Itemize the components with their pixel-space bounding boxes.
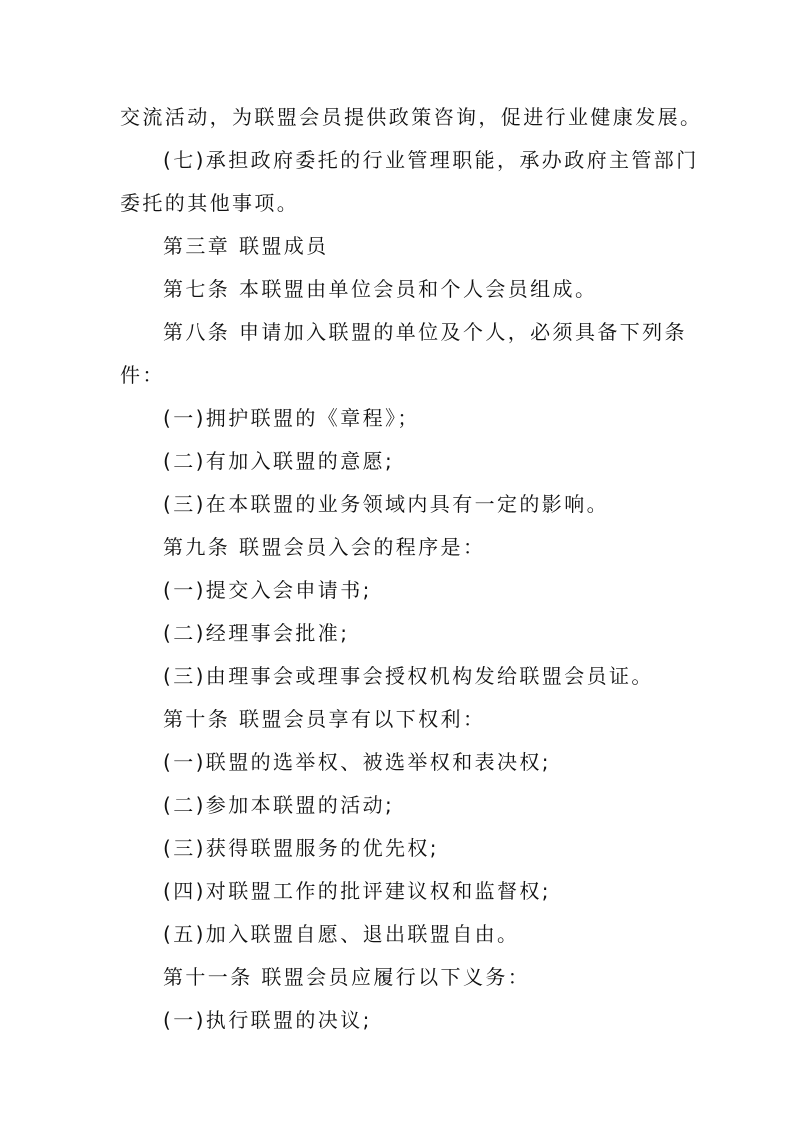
list-item: (三)在本联盟的业务领域内具有一定的影响。 [163,492,610,516]
list-item: (一)执行联盟的决议; [163,1008,372,1032]
list-item: (一)联盟的选举权、被选举权和表决权; [163,750,551,774]
text-line: 委托的其他事项。 [120,191,300,215]
list-item: (三)获得联盟服务的优先权; [163,836,439,860]
list-item: (二)经理事会批准; [163,621,350,645]
text-line: (七)承担政府委托的行业管理职能，承办政府主管部门 [163,148,699,172]
list-item: (二)参加本联盟的活动; [163,793,395,817]
article-heading: 第十一条 联盟会员应履行以下义务： [163,965,531,989]
list-item: (四)对联盟工作的批评建议权和监督权; [163,879,551,903]
article-heading: 第九条 联盟会员入会的程序是： [163,535,486,559]
list-item: (五)加入联盟自愿、退出联盟自由。 [163,922,520,946]
text-line: 件： [120,363,165,387]
list-item: (二)有加入联盟的意愿; [163,449,395,473]
list-item: (三)由理事会或理事会授权机构发给联盟会员证。 [163,664,654,688]
text-line: 交流活动，为联盟会员提供政策咨询，促进行业健康发展。 [120,105,703,129]
list-item: (一)提交入会申请书; [163,578,372,602]
article-heading: 第八条 申请加入联盟的单位及个人，必须具备下列条 [163,320,687,344]
article-heading: 第十条 联盟会员享有以下权利： [163,707,486,731]
chapter-heading: 第三章 联盟成员 [163,234,329,258]
list-item: (一)拥护联盟的《章程》； [163,406,420,430]
article-heading: 第七条 本联盟由单位会员和个人会员组成。 [163,277,598,301]
